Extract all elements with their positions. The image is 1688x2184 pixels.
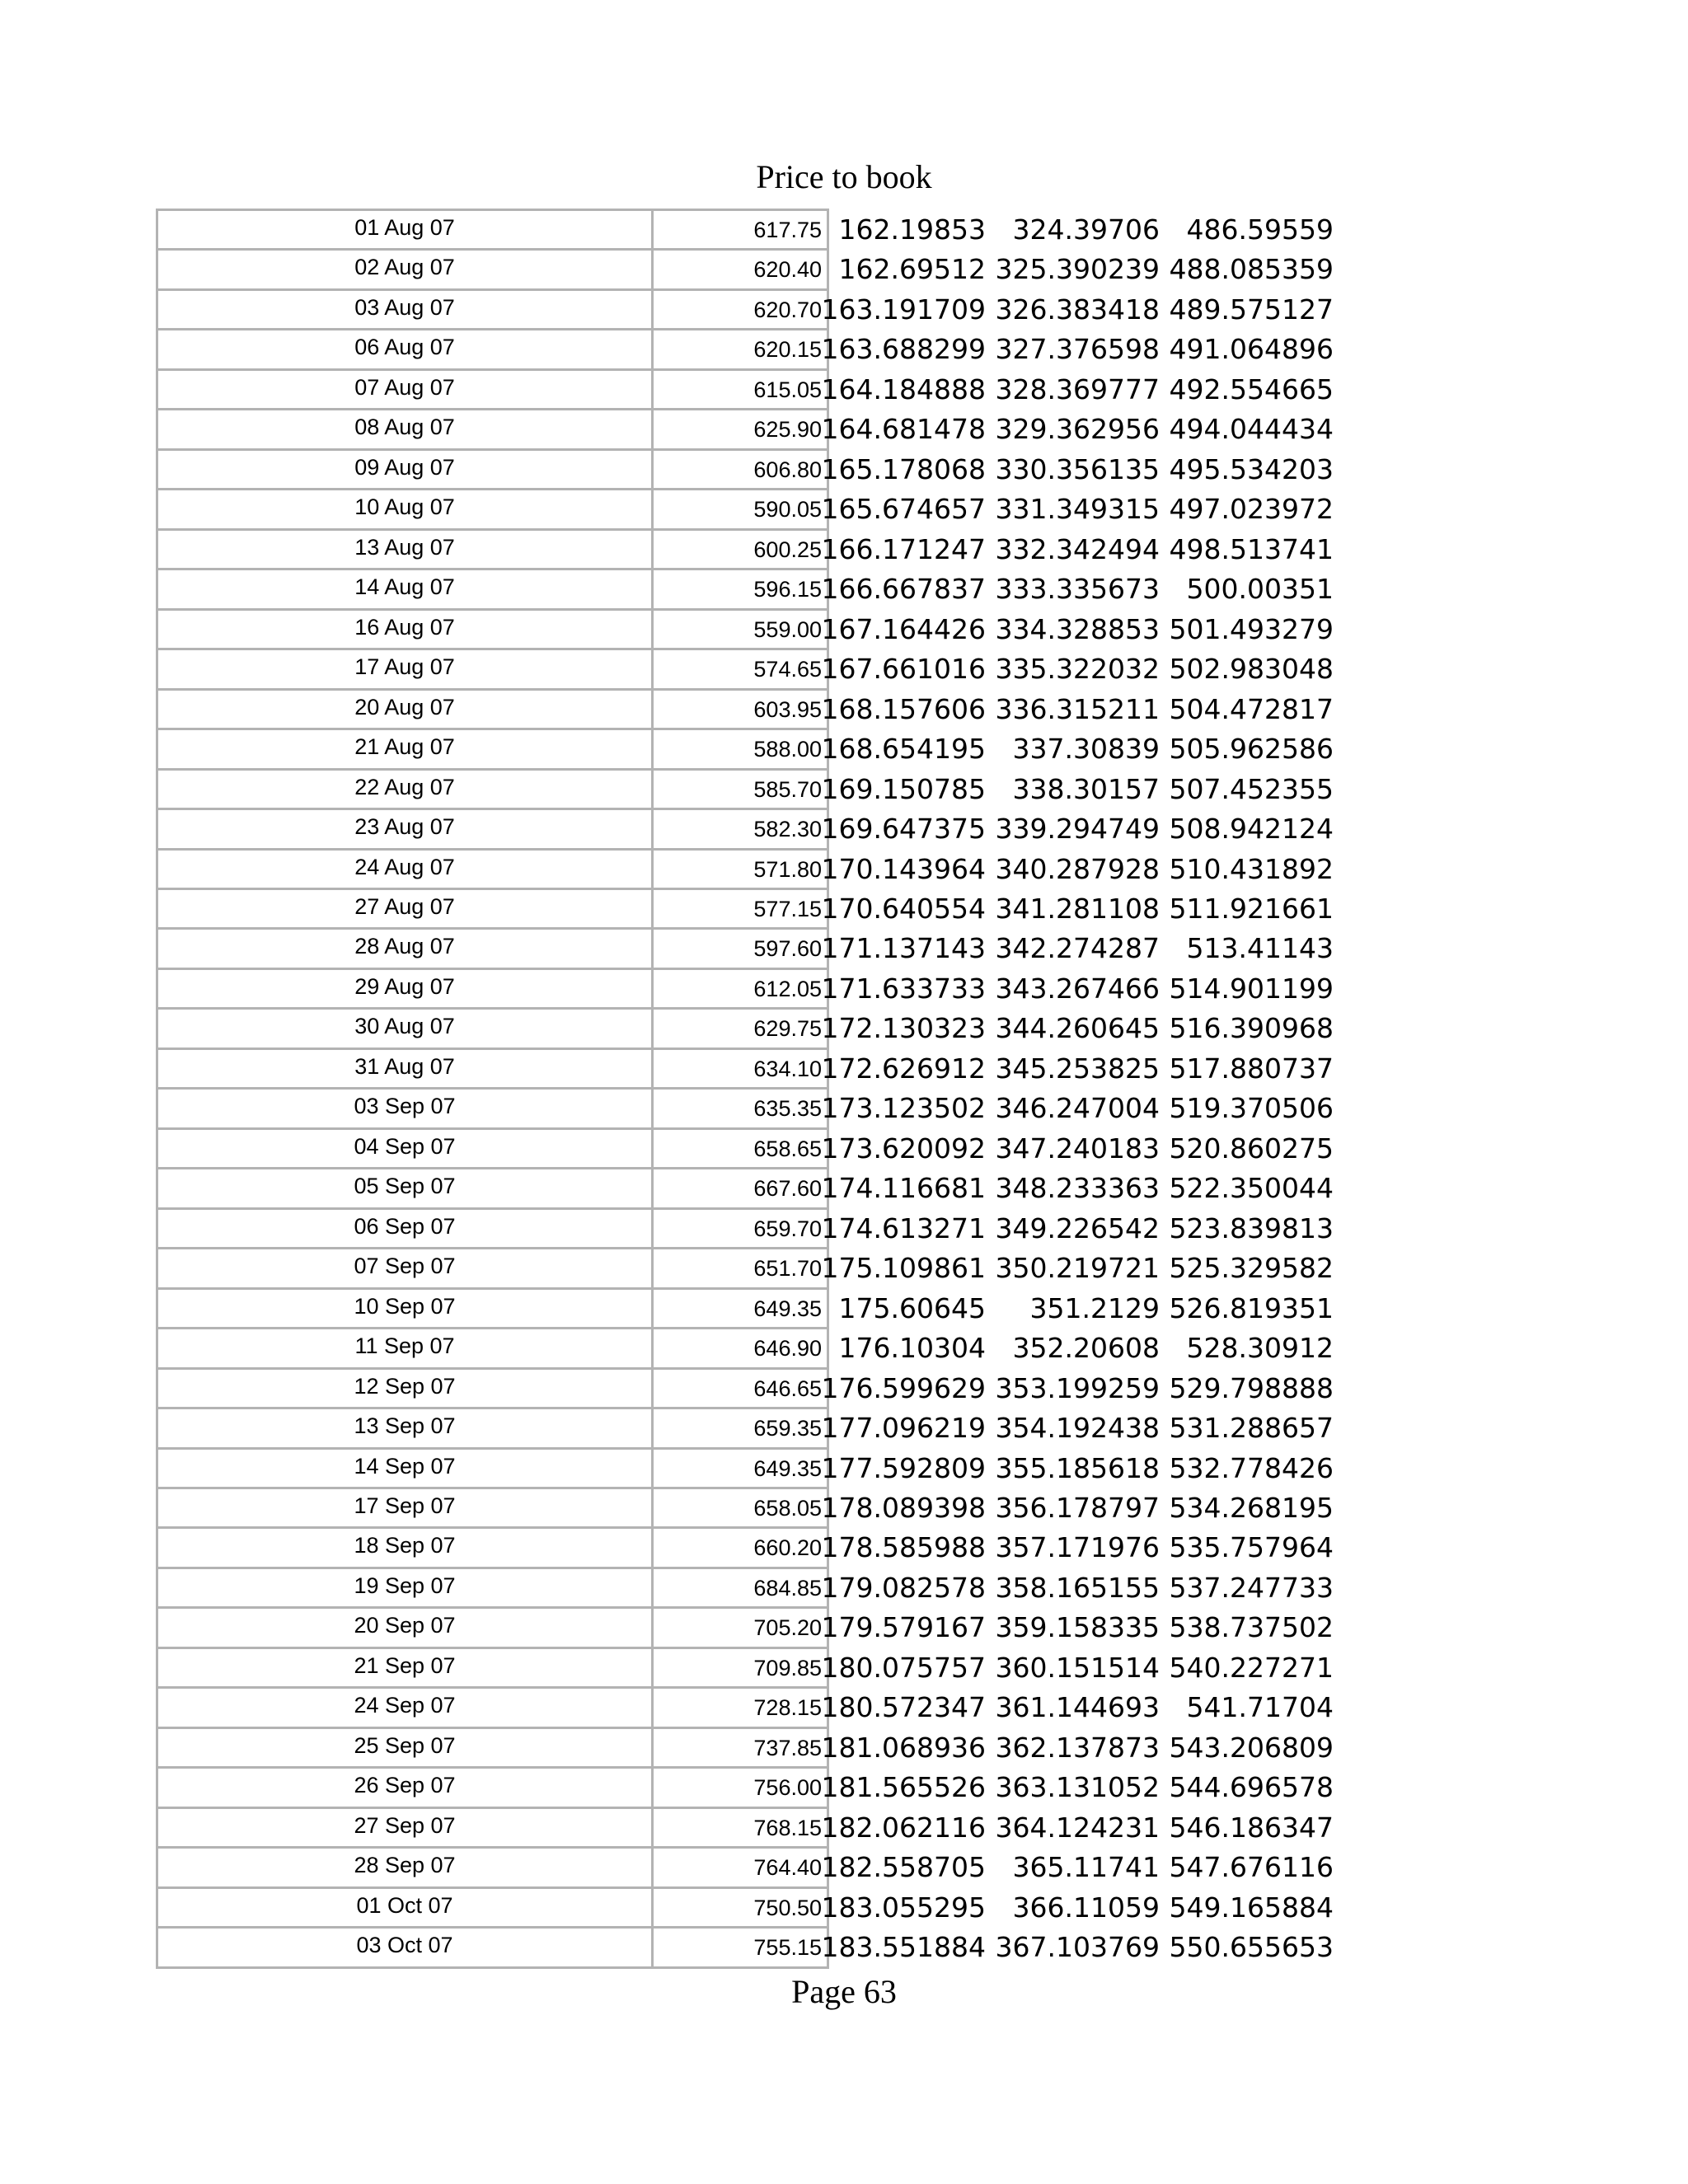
table-row bbox=[156, 528, 1359, 568]
price-cell: 615.05 bbox=[651, 368, 829, 408]
ratio-value-2: 361.144693 bbox=[995, 1691, 1160, 1724]
date-cell: 27 Aug 07 bbox=[156, 888, 654, 927]
table-row bbox=[156, 648, 1359, 687]
price-cell: 709.85 bbox=[651, 1647, 829, 1686]
table-row bbox=[156, 1127, 1359, 1167]
price-cell: 660.20 bbox=[651, 1526, 829, 1566]
date-cell: 20 Sep 07 bbox=[156, 1606, 654, 1646]
ratio-value-3: 495.534203 bbox=[1169, 452, 1334, 485]
price-cell: 617.75 bbox=[651, 209, 829, 248]
ratio-value-2: 341.281108 bbox=[995, 892, 1160, 925]
price-cell: 768.15 bbox=[651, 1807, 829, 1846]
price-cell: 764.40 bbox=[651, 1846, 829, 1886]
ratio-value-3: 537.247733 bbox=[1169, 1571, 1334, 1604]
ratio-value-1: 178.089398 bbox=[821, 1492, 986, 1524]
table-row bbox=[156, 1727, 1359, 1766]
data-table bbox=[156, 209, 1359, 1966]
date-cell: 17 Aug 07 bbox=[156, 648, 654, 687]
date-cell: 01 Aug 07 bbox=[156, 209, 654, 248]
ratio-value-1: 164.184888 bbox=[821, 373, 986, 405]
table-row bbox=[156, 1886, 1359, 1926]
table-row bbox=[156, 488, 1359, 527]
ratio-value-1: 176.599629 bbox=[821, 1371, 986, 1404]
ratio-value-2: 360.151514 bbox=[995, 1651, 1160, 1684]
price-cell: 635.35 bbox=[651, 1087, 829, 1127]
ratio-value-1: 177.096219 bbox=[821, 1412, 986, 1445]
ratio-value-1: 168.157606 bbox=[821, 692, 986, 725]
ratio-value-1: 173.123502 bbox=[821, 1092, 986, 1125]
table-row bbox=[156, 1207, 1359, 1247]
ratio-value-3: 500.00351 bbox=[1186, 573, 1334, 606]
ratio-value-2: 354.192438 bbox=[995, 1412, 1160, 1445]
ratio-value-2: 348.233363 bbox=[995, 1172, 1160, 1205]
price-cell: 559.00 bbox=[651, 608, 829, 648]
ratio-value-1: 173.620092 bbox=[821, 1132, 986, 1165]
date-cell: 03 Oct 07 bbox=[156, 1926, 654, 1968]
price-cell: 574.65 bbox=[651, 648, 829, 687]
ratio-value-1: 165.674657 bbox=[821, 493, 986, 526]
ratio-value-3: 513.41143 bbox=[1186, 932, 1334, 965]
ratio-value-2: 345.253825 bbox=[995, 1052, 1160, 1085]
ratio-value-3: 497.023972 bbox=[1169, 493, 1334, 526]
date-cell: 27 Sep 07 bbox=[156, 1807, 654, 1846]
ratio-value-1: 179.579167 bbox=[821, 1611, 986, 1644]
ratio-value-1: 175.109861 bbox=[821, 1252, 986, 1285]
ratio-value-3: 520.860275 bbox=[1169, 1132, 1334, 1165]
ratio-value-1: 172.626912 bbox=[821, 1052, 986, 1085]
table-row bbox=[156, 768, 1359, 808]
ratio-value-3: 531.288657 bbox=[1169, 1412, 1334, 1445]
ratio-value-2: 352.20608 bbox=[1012, 1332, 1160, 1365]
ratio-value-3: 526.819351 bbox=[1169, 1291, 1334, 1324]
price-cell: 612.05 bbox=[651, 968, 829, 1007]
ratio-value-1: 172.130323 bbox=[821, 1012, 986, 1045]
table-row bbox=[156, 1526, 1359, 1566]
ratio-value-1: 163.688299 bbox=[821, 333, 986, 366]
ratio-value-3: 519.370506 bbox=[1169, 1092, 1334, 1125]
ratio-value-3: 507.452355 bbox=[1169, 772, 1334, 805]
ratio-value-2: 356.178797 bbox=[995, 1492, 1160, 1524]
ratio-value-1: 166.667837 bbox=[821, 573, 986, 606]
table-row bbox=[156, 368, 1359, 408]
table-row bbox=[156, 1007, 1359, 1047]
ratio-value-3: 502.983048 bbox=[1169, 653, 1334, 686]
price-cell: 577.15 bbox=[651, 888, 829, 927]
price-cell: 620.15 bbox=[651, 328, 829, 368]
ratio-value-1: 171.633733 bbox=[821, 972, 986, 1005]
ratio-value-1: 170.640554 bbox=[821, 892, 986, 925]
table-row bbox=[156, 1087, 1359, 1127]
table-row bbox=[156, 1846, 1359, 1886]
table-row bbox=[156, 568, 1359, 607]
ratio-value-2: 336.315211 bbox=[995, 692, 1160, 725]
ratio-value-2: 330.356135 bbox=[995, 452, 1160, 485]
ratio-value-2: 335.322032 bbox=[995, 653, 1160, 686]
table-row bbox=[156, 1766, 1359, 1806]
price-cell: 646.90 bbox=[651, 1327, 829, 1366]
date-cell: 21 Aug 07 bbox=[156, 728, 654, 767]
ratio-value-1: 170.143964 bbox=[821, 852, 986, 885]
ratio-value-1: 178.585988 bbox=[821, 1531, 986, 1564]
price-cell: 658.05 bbox=[651, 1487, 829, 1526]
ratio-value-1: 169.150785 bbox=[821, 772, 986, 805]
ratio-value-1: 162.19853 bbox=[838, 213, 986, 246]
date-cell: 21 Sep 07 bbox=[156, 1647, 654, 1686]
ratio-value-1: 182.062116 bbox=[821, 1811, 986, 1844]
date-cell: 07 Aug 07 bbox=[156, 368, 654, 408]
price-cell: 649.35 bbox=[651, 1287, 829, 1327]
ratio-value-1: 181.068936 bbox=[821, 1731, 986, 1764]
date-cell: 10 Sep 07 bbox=[156, 1287, 654, 1327]
table-row bbox=[156, 808, 1359, 847]
ratio-value-2: 353.199259 bbox=[995, 1371, 1160, 1404]
ratio-value-2: 349.226542 bbox=[995, 1212, 1160, 1244]
price-cell: 590.05 bbox=[651, 488, 829, 527]
date-cell: 28 Sep 07 bbox=[156, 1846, 654, 1886]
table-row bbox=[156, 1606, 1359, 1646]
price-cell: 597.60 bbox=[651, 927, 829, 967]
ratio-value-3: 504.472817 bbox=[1169, 692, 1334, 725]
ratio-value-3: 517.880737 bbox=[1169, 1052, 1334, 1085]
ratio-value-2: 328.369777 bbox=[995, 373, 1160, 405]
ratio-value-1: 166.171247 bbox=[821, 532, 986, 565]
date-cell: 08 Aug 07 bbox=[156, 408, 654, 448]
price-cell: 620.70 bbox=[651, 288, 829, 328]
date-cell: 31 Aug 07 bbox=[156, 1047, 654, 1087]
ratio-value-3: 492.554665 bbox=[1169, 373, 1334, 405]
price-cell: 588.00 bbox=[651, 728, 829, 767]
ratio-value-2: 325.390239 bbox=[995, 253, 1160, 286]
ratio-value-3: 529.798888 bbox=[1169, 1371, 1334, 1404]
ratio-value-1: 174.613271 bbox=[821, 1212, 986, 1244]
table-row bbox=[156, 1167, 1359, 1207]
date-cell: 14 Aug 07 bbox=[156, 568, 654, 607]
price-cell: 728.15 bbox=[651, 1686, 829, 1726]
ratio-value-1: 174.116681 bbox=[821, 1172, 986, 1205]
table-row bbox=[156, 1327, 1359, 1366]
ratio-value-2: 327.376598 bbox=[995, 333, 1160, 366]
price-cell: 606.80 bbox=[651, 448, 829, 488]
price-cell: 629.75 bbox=[651, 1007, 829, 1047]
ratio-value-3: 541.71704 bbox=[1186, 1691, 1334, 1724]
ratio-value-3: 486.59559 bbox=[1186, 213, 1334, 246]
price-cell: 705.20 bbox=[651, 1606, 829, 1646]
date-cell: 03 Sep 07 bbox=[156, 1087, 654, 1127]
ratio-value-3: 543.206809 bbox=[1169, 1731, 1334, 1764]
table-row bbox=[156, 728, 1359, 767]
table-row bbox=[156, 1367, 1359, 1407]
date-cell: 07 Sep 07 bbox=[156, 1247, 654, 1286]
date-cell: 30 Aug 07 bbox=[156, 1007, 654, 1047]
date-cell: 26 Sep 07 bbox=[156, 1766, 654, 1806]
table-row bbox=[156, 209, 1359, 248]
ratio-value-3: 525.329582 bbox=[1169, 1252, 1334, 1285]
ratio-value-2: 364.124231 bbox=[995, 1811, 1160, 1844]
page-title: Price to book bbox=[756, 158, 932, 195]
price-cell: 750.50 bbox=[651, 1886, 829, 1926]
price-cell: 603.95 bbox=[651, 688, 829, 728]
ratio-value-1: 175.60645 bbox=[838, 1291, 986, 1324]
ratio-value-2: 343.267466 bbox=[995, 972, 1160, 1005]
ratio-value-2: 351.2129 bbox=[1029, 1291, 1160, 1324]
table-row bbox=[156, 448, 1359, 488]
date-cell: 06 Aug 07 bbox=[156, 328, 654, 368]
date-cell: 01 Oct 07 bbox=[156, 1886, 654, 1926]
ratio-value-2: 329.362956 bbox=[995, 413, 1160, 446]
ratio-value-1: 177.592809 bbox=[821, 1451, 986, 1484]
table-row bbox=[156, 1567, 1359, 1606]
table-row bbox=[156, 1047, 1359, 1087]
date-cell: 20 Aug 07 bbox=[156, 688, 654, 728]
ratio-value-3: 489.575127 bbox=[1169, 293, 1334, 326]
ratio-value-2: 324.39706 bbox=[1012, 213, 1160, 246]
table-row bbox=[156, 288, 1359, 328]
ratio-value-3: 522.350044 bbox=[1169, 1172, 1334, 1205]
ratio-value-3: 505.962586 bbox=[1169, 733, 1334, 766]
ratio-value-3: 514.901199 bbox=[1169, 972, 1334, 1005]
ratio-value-2: 367.103769 bbox=[995, 1931, 1160, 1964]
table-row bbox=[156, 968, 1359, 1007]
price-cell: 596.15 bbox=[651, 568, 829, 607]
date-cell: 23 Aug 07 bbox=[156, 808, 654, 847]
date-cell: 05 Sep 07 bbox=[156, 1167, 654, 1207]
ratio-value-3: 498.513741 bbox=[1169, 532, 1334, 565]
date-cell: 10 Aug 07 bbox=[156, 488, 654, 527]
ratio-value-3: 538.737502 bbox=[1169, 1611, 1334, 1644]
ratio-value-3: 534.268195 bbox=[1169, 1492, 1334, 1524]
ratio-value-3: 535.757964 bbox=[1169, 1531, 1334, 1564]
date-cell: 17 Sep 07 bbox=[156, 1487, 654, 1526]
date-cell: 13 Aug 07 bbox=[156, 528, 654, 568]
date-cell: 22 Aug 07 bbox=[156, 768, 654, 808]
ratio-value-3: 528.30912 bbox=[1186, 1332, 1334, 1365]
ratio-value-2: 331.349315 bbox=[995, 493, 1160, 526]
date-cell: 19 Sep 07 bbox=[156, 1567, 654, 1606]
table-row bbox=[156, 1287, 1359, 1327]
table-row bbox=[156, 608, 1359, 648]
date-cell: 25 Sep 07 bbox=[156, 1727, 654, 1766]
ratio-value-2: 326.383418 bbox=[995, 293, 1160, 326]
date-cell: 18 Sep 07 bbox=[156, 1526, 654, 1566]
price-cell: 634.10 bbox=[651, 1047, 829, 1087]
price-cell: 684.85 bbox=[651, 1567, 829, 1606]
ratio-value-2: 347.240183 bbox=[995, 1132, 1160, 1165]
table-row bbox=[156, 848, 1359, 888]
ratio-value-3: 508.942124 bbox=[1169, 813, 1334, 846]
ratio-value-1: 164.681478 bbox=[821, 413, 986, 446]
ratio-value-3: 516.390968 bbox=[1169, 1012, 1334, 1045]
ratio-value-3: 549.165884 bbox=[1169, 1891, 1334, 1924]
table-row bbox=[156, 1247, 1359, 1286]
ratio-value-3: 511.921661 bbox=[1169, 892, 1334, 925]
ratio-value-1: 165.178068 bbox=[821, 452, 986, 485]
ratio-value-3: 523.839813 bbox=[1169, 1212, 1334, 1244]
table-row bbox=[156, 888, 1359, 927]
table-row bbox=[156, 1407, 1359, 1446]
ratio-value-3: 491.064896 bbox=[1169, 333, 1334, 366]
ratio-value-3: 547.676116 bbox=[1169, 1851, 1334, 1884]
table-row bbox=[156, 248, 1359, 288]
ratio-value-2: 340.287928 bbox=[995, 852, 1160, 885]
ratio-value-2: 342.274287 bbox=[995, 932, 1160, 965]
price-cell: 646.65 bbox=[651, 1367, 829, 1407]
ratio-value-1: 169.647375 bbox=[821, 813, 986, 846]
ratio-value-2: 334.328853 bbox=[995, 612, 1160, 645]
date-cell: 02 Aug 07 bbox=[156, 248, 654, 288]
ratio-value-2: 350.219721 bbox=[995, 1252, 1160, 1285]
price-cell: 651.70 bbox=[651, 1247, 829, 1286]
ratio-value-1: 171.137143 bbox=[821, 932, 986, 965]
date-cell: 28 Aug 07 bbox=[156, 927, 654, 967]
date-cell: 03 Aug 07 bbox=[156, 288, 654, 328]
ratio-value-1: 180.075757 bbox=[821, 1651, 986, 1684]
table-row bbox=[156, 328, 1359, 368]
ratio-value-1: 168.654195 bbox=[821, 733, 986, 766]
ratio-value-1: 176.10304 bbox=[838, 1332, 986, 1365]
date-cell: 09 Aug 07 bbox=[156, 448, 654, 488]
ratio-value-1: 179.082578 bbox=[821, 1571, 986, 1604]
price-cell: 755.15 bbox=[651, 1926, 829, 1968]
ratio-value-1: 183.551884 bbox=[821, 1931, 986, 1964]
ratio-value-2: 339.294749 bbox=[995, 813, 1160, 846]
table-row bbox=[156, 408, 1359, 448]
table-row bbox=[156, 1447, 1359, 1487]
ratio-value-3: 544.696578 bbox=[1169, 1771, 1334, 1804]
ratio-value-1: 182.558705 bbox=[821, 1851, 986, 1884]
ratio-value-3: 510.431892 bbox=[1169, 852, 1334, 885]
date-cell: 06 Sep 07 bbox=[156, 1207, 654, 1247]
ratio-value-2: 337.30839 bbox=[1012, 733, 1160, 766]
price-cell: 659.35 bbox=[651, 1407, 829, 1446]
table-row bbox=[156, 1686, 1359, 1726]
price-cell: 625.90 bbox=[651, 408, 829, 448]
ratio-value-3: 546.186347 bbox=[1169, 1811, 1334, 1844]
date-cell: 29 Aug 07 bbox=[156, 968, 654, 1007]
date-cell: 14 Sep 07 bbox=[156, 1447, 654, 1487]
price-cell: 737.85 bbox=[651, 1727, 829, 1766]
ratio-value-1: 162.69512 bbox=[838, 253, 986, 286]
page-number: Page 63 bbox=[791, 1973, 897, 2010]
table-row bbox=[156, 927, 1359, 967]
ratio-value-2: 357.171976 bbox=[995, 1531, 1160, 1564]
price-cell: 620.40 bbox=[651, 248, 829, 288]
date-cell: 24 Sep 07 bbox=[156, 1686, 654, 1726]
ratio-value-1: 180.572347 bbox=[821, 1691, 986, 1724]
price-cell: 585.70 bbox=[651, 768, 829, 808]
table-row bbox=[156, 688, 1359, 728]
table-row bbox=[156, 1487, 1359, 1526]
ratio-value-2: 359.158335 bbox=[995, 1611, 1160, 1644]
table-row bbox=[156, 1807, 1359, 1846]
ratio-value-2: 338.30157 bbox=[1012, 772, 1160, 805]
ratio-value-2: 366.11059 bbox=[1012, 1891, 1160, 1924]
ratio-value-3: 488.085359 bbox=[1169, 253, 1334, 286]
price-cell: 571.80 bbox=[651, 848, 829, 888]
ratio-value-2: 332.342494 bbox=[995, 532, 1160, 565]
date-cell: 13 Sep 07 bbox=[156, 1407, 654, 1446]
ratio-value-3: 550.655653 bbox=[1169, 1931, 1334, 1964]
ratio-value-1: 183.055295 bbox=[821, 1891, 986, 1924]
price-cell: 582.30 bbox=[651, 808, 829, 847]
price-cell: 600.25 bbox=[651, 528, 829, 568]
ratio-value-2: 355.185618 bbox=[995, 1451, 1160, 1484]
ratio-value-2: 365.11741 bbox=[1012, 1851, 1160, 1884]
table-row bbox=[156, 1926, 1359, 1966]
price-cell: 649.35 bbox=[651, 1447, 829, 1487]
date-cell: 16 Aug 07 bbox=[156, 608, 654, 648]
ratio-value-2: 346.247004 bbox=[995, 1092, 1160, 1125]
price-cell: 659.70 bbox=[651, 1207, 829, 1247]
ratio-value-2: 362.137873 bbox=[995, 1731, 1160, 1764]
ratio-value-3: 494.044434 bbox=[1169, 413, 1334, 446]
price-cell: 756.00 bbox=[651, 1766, 829, 1806]
price-cell: 667.60 bbox=[651, 1167, 829, 1207]
date-cell: 12 Sep 07 bbox=[156, 1367, 654, 1407]
date-cell: 04 Sep 07 bbox=[156, 1127, 654, 1167]
ratio-value-3: 540.227271 bbox=[1169, 1651, 1334, 1684]
ratio-value-1: 167.661016 bbox=[821, 653, 986, 686]
ratio-value-2: 344.260645 bbox=[995, 1012, 1160, 1045]
ratio-value-3: 532.778426 bbox=[1169, 1451, 1334, 1484]
ratio-value-1: 181.565526 bbox=[821, 1771, 986, 1804]
ratio-value-3: 501.493279 bbox=[1169, 612, 1334, 645]
table-row bbox=[156, 1647, 1359, 1686]
ratio-value-1: 167.164426 bbox=[821, 612, 986, 645]
ratio-value-2: 363.131052 bbox=[995, 1771, 1160, 1804]
ratio-value-2: 333.335673 bbox=[995, 573, 1160, 606]
ratio-value-2: 358.165155 bbox=[995, 1571, 1160, 1604]
date-cell: 24 Aug 07 bbox=[156, 848, 654, 888]
ratio-value-1: 163.191709 bbox=[821, 293, 986, 326]
date-cell: 11 Sep 07 bbox=[156, 1327, 654, 1366]
price-cell: 658.65 bbox=[651, 1127, 829, 1167]
